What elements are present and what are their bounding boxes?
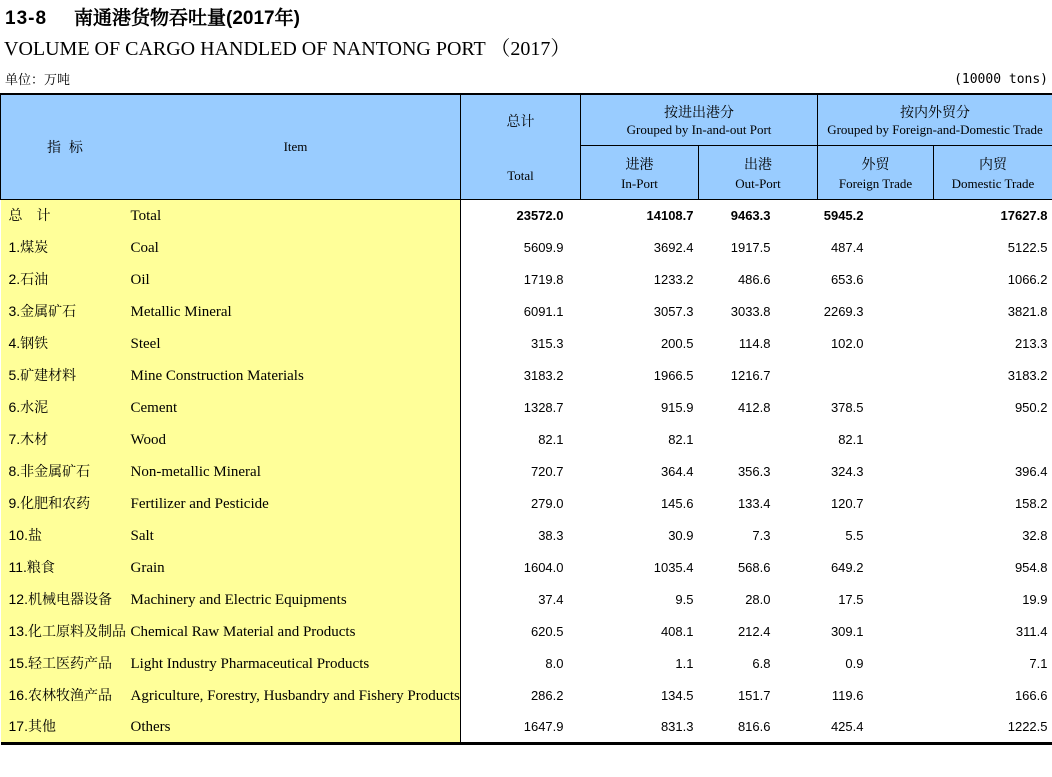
value-domestic-trade — [934, 423, 1052, 455]
value-domestic-trade: 1066.2 — [1007, 271, 1048, 287]
header-foreign-trade-en: Foreign Trade — [838, 175, 913, 191]
table-row — [1, 263, 1052, 295]
header-col-out-port — [699, 145, 818, 199]
value-foreign-trade: 2269.3 — [823, 303, 864, 319]
header-item-en: Item — [283, 138, 308, 154]
value-out-port: 3033.8 — [730, 303, 771, 319]
row-label-cn: 9.化肥和农药 — [8, 495, 91, 511]
table-number: 13-8 — [5, 8, 48, 29]
row-label — [1, 423, 461, 455]
row-label-cn: 12.机械电器设备 — [8, 591, 112, 607]
row-label-cn: 2.石油 — [8, 271, 49, 287]
table-row — [1, 711, 1052, 743]
row-label — [1, 327, 461, 359]
table-row — [1, 231, 1052, 263]
value-foreign-trade: 102.0 — [830, 335, 864, 351]
table-row — [1, 391, 1052, 423]
row-label-en: Machinery and Electric Equipments — [130, 592, 347, 608]
page-title-cn: 南通港货物吞吐量(2017年) — [74, 8, 300, 29]
value-in-port: 9.5 — [675, 591, 694, 607]
table-row — [1, 647, 1052, 679]
value-total: 5609.9 — [523, 239, 564, 255]
table-row — [1, 615, 1052, 647]
value-total: 315.3 — [530, 335, 564, 351]
row-label-cn: 4.钢铁 — [8, 335, 49, 351]
header-col-domestic-trade — [934, 145, 1052, 199]
row-label — [1, 199, 461, 231]
table-row — [1, 455, 1052, 487]
row-label-en: Coal — [130, 240, 159, 256]
unit-label-en: (10000 tons) — [954, 72, 1048, 87]
row-label — [1, 551, 461, 583]
value-in-port: 1.1 — [675, 655, 694, 671]
row-label-cn: 17.其他 — [8, 718, 56, 735]
row-label — [1, 359, 461, 391]
header-group-trade-en: Grouped by Foreign-and-Domestic Trade — [827, 122, 1043, 138]
value-out-port: 114.8 — [738, 335, 771, 351]
value-total: 38.3 — [538, 527, 564, 543]
value-foreign-trade: 5.5 — [845, 527, 864, 543]
value-in-port: 82.1 — [668, 431, 694, 447]
row-label-en: Fertilizer and Pesticide — [130, 496, 269, 512]
value-out-port: 28.0 — [745, 591, 771, 607]
value-total: 82.1 — [538, 431, 564, 447]
value-domestic-trade: 950.2 — [1014, 399, 1048, 415]
value-in-port: 145.6 — [660, 495, 694, 511]
table-row — [1, 359, 1052, 391]
value-out-port: 6.8 — [752, 655, 771, 671]
row-label-en: Others — [130, 719, 171, 736]
value-foreign-trade: 82.1 — [838, 431, 864, 447]
row-label-en: Salt — [130, 528, 154, 544]
value-total: 1328.7 — [523, 399, 564, 415]
row-label — [1, 487, 461, 519]
value-domestic-trade: 311.4 — [1015, 623, 1048, 639]
row-label-cn: 10.盐 — [8, 527, 42, 543]
row-label — [1, 583, 461, 615]
row-label-en: Light Industry Pharmaceutical Products — [130, 656, 370, 672]
header-domestic-trade-en: Domestic Trade — [951, 175, 1035, 191]
value-total: 37.4 — [538, 591, 564, 607]
value-foreign-trade: 653.6 — [830, 271, 864, 287]
value-in-port: 408.1 — [660, 623, 694, 639]
value-in-port: 14108.7 — [646, 207, 694, 223]
header-col-in-port — [581, 145, 699, 199]
value-in-port: 1233.2 — [653, 271, 694, 287]
page-title-en: VOLUME OF CARGO HANDLED OF NANTONG PORT （2017） — [4, 38, 571, 60]
unit-label-cn: 单位：万吨 — [5, 72, 71, 87]
value-total: 3183.2 — [523, 367, 564, 383]
row-label-cn: 5.矿建材料 — [8, 367, 77, 383]
value-total: 720.7 — [530, 463, 564, 479]
value-in-port: 134.5 — [660, 687, 694, 703]
table-row — [1, 423, 1052, 455]
value-in-port: 30.9 — [668, 527, 694, 543]
table-row — [1, 551, 1052, 583]
value-total: 23572.0 — [516, 207, 564, 223]
header-item-cn: 指 标 — [47, 138, 85, 155]
header-group-inout-port — [581, 94, 818, 145]
row-label — [1, 647, 461, 679]
value-total: 6091.1 — [523, 303, 564, 319]
header-in-port-en: In-Port — [621, 175, 658, 191]
value-out-port: 412.8 — [737, 399, 771, 415]
value-total: 620.5 — [530, 623, 564, 639]
table-row — [1, 295, 1052, 327]
value-domestic-trade: 396.4 — [1014, 463, 1048, 479]
value-out-port: 1216.7 — [730, 367, 771, 383]
row-label — [1, 519, 461, 551]
row-label-en: Metallic Mineral — [130, 304, 232, 320]
value-in-port: 915.9 — [660, 399, 694, 415]
row-label — [1, 295, 461, 327]
value-domestic-trade: 213.3 — [1014, 335, 1048, 351]
value-in-port: 3057.3 — [653, 303, 694, 319]
row-label-en: Agriculture, Forestry, Husbandry and Fishery Products — [130, 688, 460, 704]
row-label-cn: 16.农林牧渔产品 — [8, 687, 112, 703]
value-out-port: 151.7 — [737, 687, 771, 703]
value-foreign-trade: 119.6 — [831, 687, 864, 703]
value-foreign-trade: 324.3 — [830, 463, 864, 479]
value-domestic-trade: 3821.8 — [1007, 303, 1048, 319]
value-total: 286.2 — [530, 687, 564, 703]
value-out-port: 212.4 — [737, 623, 771, 639]
row-label-en: Chemical Raw Material and Products — [130, 624, 356, 640]
row-label-en: Steel — [130, 336, 161, 352]
header-group-inout-cn: 按进出港分 — [664, 104, 734, 121]
row-label-en: Non-metallic Mineral — [130, 464, 261, 480]
row-label-cn: 1.煤炭 — [8, 239, 49, 255]
value-out-port: 133.4 — [737, 495, 771, 511]
value-foreign-trade: 0.9 — [845, 655, 864, 671]
value-out-port: 9463.3 — [730, 207, 771, 223]
header-item — [1, 94, 461, 199]
row-label — [1, 615, 461, 647]
value-out-port: 356.3 — [737, 463, 771, 479]
row-label-cn: 15.轻工医药产品 — [8, 655, 112, 671]
row-label-cn: 3.金属矿石 — [8, 303, 77, 319]
value-foreign-trade: 425.4 — [830, 718, 864, 734]
value-domestic-trade: 954.8 — [1014, 559, 1048, 575]
header-group-trade — [818, 94, 1052, 145]
value-foreign-trade: 17.5 — [838, 591, 864, 607]
value-out-port: 568.6 — [737, 559, 771, 575]
row-label-en: Oil — [130, 272, 150, 288]
value-foreign-trade: 487.4 — [830, 239, 864, 255]
header-in-port-cn: 进港 — [625, 155, 654, 172]
table-row — [1, 327, 1052, 359]
row-label — [1, 231, 461, 263]
value-foreign-trade: 378.5 — [830, 399, 864, 415]
value-domestic-trade: 5122.5 — [1007, 239, 1048, 255]
value-in-port: 831.3 — [660, 718, 694, 734]
value-in-port: 3692.4 — [653, 239, 694, 255]
header-total-en: Total — [507, 168, 534, 184]
header-group-inout-en: Grouped by In-and-out Port — [626, 122, 772, 138]
value-in-port: 1966.5 — [653, 367, 694, 383]
value-in-port: 1035.4 — [653, 559, 694, 575]
row-label — [1, 391, 461, 423]
row-label-en: Cement — [130, 400, 178, 416]
table-row — [1, 679, 1052, 711]
row-label — [1, 711, 461, 743]
header-domestic-trade-cn: 内贸 — [979, 155, 1007, 172]
value-domestic-trade: 7.1 — [1029, 655, 1048, 671]
value-total: 8.0 — [545, 655, 564, 671]
row-label-cn: 总 计 — [8, 207, 51, 224]
value-out-port: 816.6 — [737, 718, 771, 734]
table-body — [1, 199, 1052, 743]
row-label-en: Total — [130, 208, 162, 225]
header-group-trade-cn: 按内外贸分 — [900, 104, 970, 121]
value-domestic-trade: 1222.5 — [1007, 718, 1048, 734]
cargo-volume-table — [0, 93, 1052, 745]
header-out-port-cn: 出港 — [744, 155, 772, 172]
row-label-cn: 8.非金属矿石 — [8, 463, 91, 479]
value-out-port — [699, 423, 818, 455]
value-out-port: 1917.5 — [730, 239, 771, 255]
value-out-port: 7.3 — [752, 527, 771, 543]
table-row — [1, 583, 1052, 615]
row-label-en: Grain — [130, 560, 165, 576]
row-label — [1, 679, 461, 711]
row-label — [1, 263, 461, 295]
row-label-cn: 7.木材 — [8, 431, 49, 447]
value-domestic-trade: 158.2 — [1014, 495, 1048, 511]
value-domestic-trade: 32.8 — [1022, 527, 1048, 543]
table-row — [1, 519, 1052, 551]
header-total-cn: 总计 — [506, 113, 535, 130]
value-total: 279.0 — [530, 495, 564, 511]
value-in-port: 364.4 — [660, 463, 694, 479]
table-row — [1, 199, 1052, 231]
value-domestic-trade: 3183.2 — [1007, 367, 1048, 383]
value-foreign-trade: 5945.2 — [823, 207, 864, 223]
value-in-port: 200.5 — [660, 335, 694, 351]
value-foreign-trade: 309.1 — [830, 623, 864, 639]
row-label-en: Wood — [130, 432, 166, 448]
value-total: 1604.0 — [523, 559, 564, 575]
value-domestic-trade: 19.9 — [1022, 591, 1048, 607]
row-label-cn: 11.粮食 — [8, 559, 55, 575]
row-label-en: Mine Construction Materials — [130, 368, 304, 384]
row-label-cn: 6.水泥 — [8, 399, 49, 415]
header-total — [461, 94, 581, 199]
header-out-port-en: Out-Port — [735, 175, 781, 191]
value-total: 1647.9 — [523, 718, 564, 734]
value-total: 1719.8 — [523, 271, 564, 287]
header-col-foreign-trade — [818, 145, 934, 199]
row-label — [1, 455, 461, 487]
value-domestic-trade: 17627.8 — [1000, 207, 1048, 223]
row-label-cn: 13.化工原料及制品 — [8, 623, 126, 639]
value-out-port: 486.6 — [737, 271, 771, 287]
value-domestic-trade: 166.6 — [1014, 687, 1048, 703]
unit-row — [0, 72, 1052, 87]
value-foreign-trade: 649.2 — [830, 559, 864, 575]
header-foreign-trade-cn: 外贸 — [861, 155, 890, 172]
table-row — [1, 487, 1052, 519]
title-row — [0, 0, 1052, 30]
value-foreign-trade — [818, 359, 934, 391]
value-foreign-trade: 120.7 — [830, 495, 864, 511]
